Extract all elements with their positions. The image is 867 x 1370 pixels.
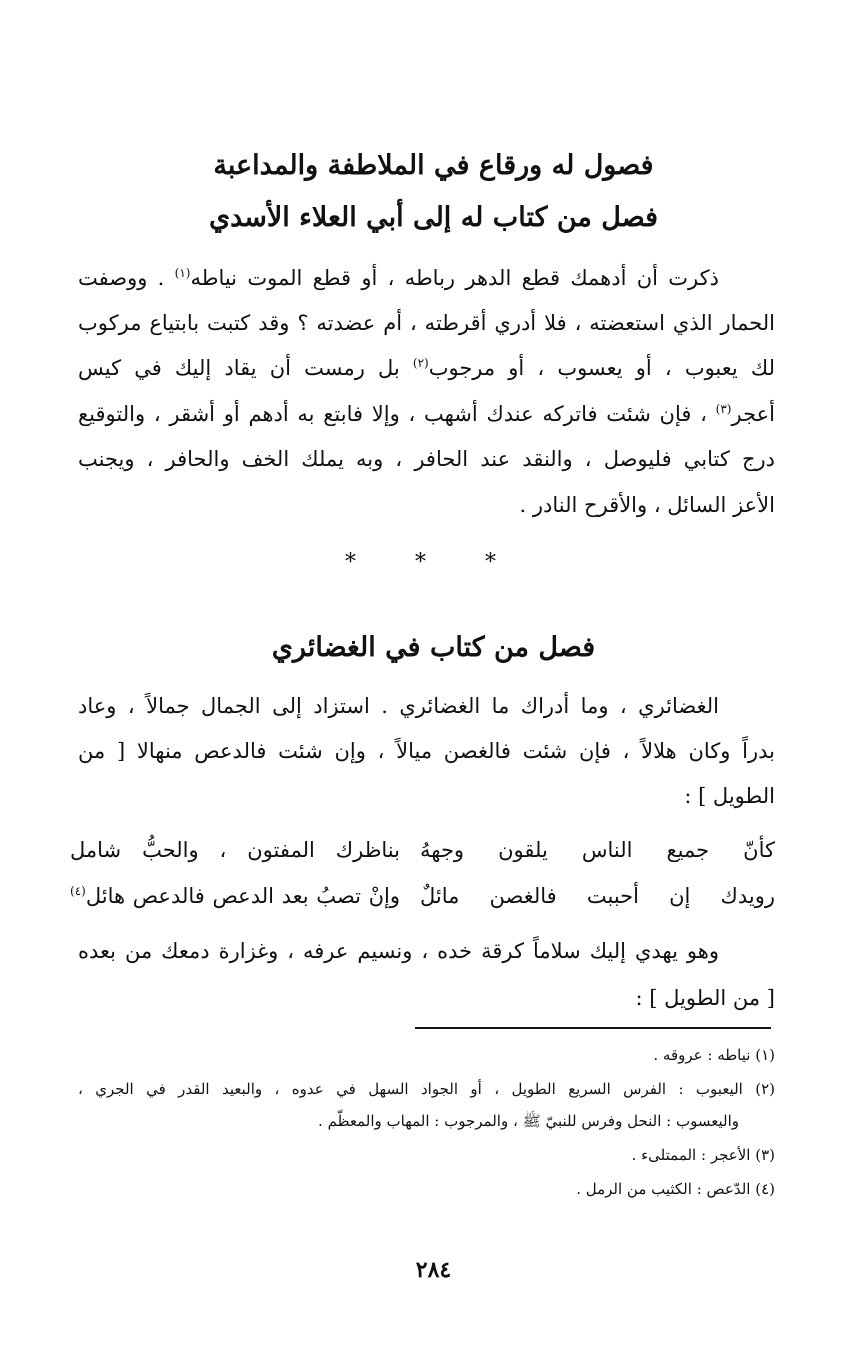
verse-first-hemistich: كأنّ جميع الناس يلقون وجههُ [420, 838, 775, 862]
paragraph-line: أعجر$^{(٣)}$ ، فإن شئت فاتركه عندك أشهب ، وإلا فابتع به أدهم أو أشقر ، والتوقيع [78, 402, 775, 426]
poem-verse [70, 830, 775, 870]
verse-second-hemistich: بناظرك المفتون ، والحبُّ شامل [70, 838, 400, 862]
footnote-divider [415, 1027, 771, 1029]
verse-first-hemistich: رويدك إن أحببت فالغصن مائلٌ [420, 884, 775, 908]
paragraph-line: الأعز السائل ، والأقرح النادر . [519, 493, 775, 517]
footnote-marker: (٤) [70, 884, 86, 898]
footnote-marker: (٢) [412, 356, 429, 370]
page-number: ٢٨٤ [415, 1257, 452, 1283]
section-separator: * * * [345, 550, 522, 575]
paragraph-line: الغضائري ، وما أدراك ما الغضائري . استزاد إلى الجمال جمالاً ، وعاد [78, 694, 719, 718]
paragraph-line: وهو يهدي إليك سلاماً كرقة خده ، ونسيم عرفه ، وغزارة دمعك من بعده [78, 939, 719, 963]
paragraph-line: الحمار الذي استعضته ، فلا أدري أقرطته ، أم عضدته ؟ وقد كتبت بابتياع مركوب [78, 311, 775, 335]
footnote: (٣) الأعجر : الممتلىء . [631, 1146, 775, 1164]
footnote: (١) نياطه : عروقه . [653, 1046, 775, 1064]
paragraph-line: ذكرت أن أدهمك قطع الدهر رباطه ، أو قطع الموت نياطه$^{(١)}$ . ووصفت [78, 266, 719, 290]
verse-second-hemistich: وإنْ تصبُ بعد الدعص فالدعص هائل$^{(٤)}$ [70, 884, 400, 908]
section-title-ghadairi: فصل من كتاب في الغضائري [271, 632, 596, 663]
footnote: (٤) الدّعص : الكثيب من الرمل . [576, 1180, 775, 1198]
chapter-title: فصول له ورقاع في الملاطفة والمداعبة [213, 150, 654, 181]
paragraph-line: لك يعبوب ، أو يعسوب ، أو مرجوب$^{(٢)}$ بل رمست أن يقاد إليك في كيس [78, 356, 775, 380]
footnote-marker: (٣) [715, 402, 732, 416]
paragraph-line: الطويل ] : [684, 784, 775, 808]
paragraph-line: بدراً وكان هلالاً ، فإن شئت فالغصن ميالاً ، وإن شئت فالدعص منهالا [ من [78, 739, 775, 763]
footnote: (٢) اليعبوب : الفرس السريع الطويل ، أو الجواد السهل في عدوه ، والبعيد القدر في الجري ، [78, 1080, 775, 1098]
paragraph-line: درج كتابي فليوصل ، والنقد عند الحافر ، وبه يملك الخف والحافر ، ويجنب [78, 447, 775, 471]
footnote-marker: (١) [174, 266, 191, 280]
poem-verse [70, 876, 775, 916]
section-title-abi-alalaa: فصل من كتاب له إلى أبي العلاء الأسدي [208, 202, 659, 233]
footnote: واليعسوب : النحل وفرس للنبيّ ﷺ ، والمرجوب : المهاب والمعظّم . [318, 1112, 739, 1130]
paragraph-line: [ من الطويل ] : [635, 986, 775, 1010]
